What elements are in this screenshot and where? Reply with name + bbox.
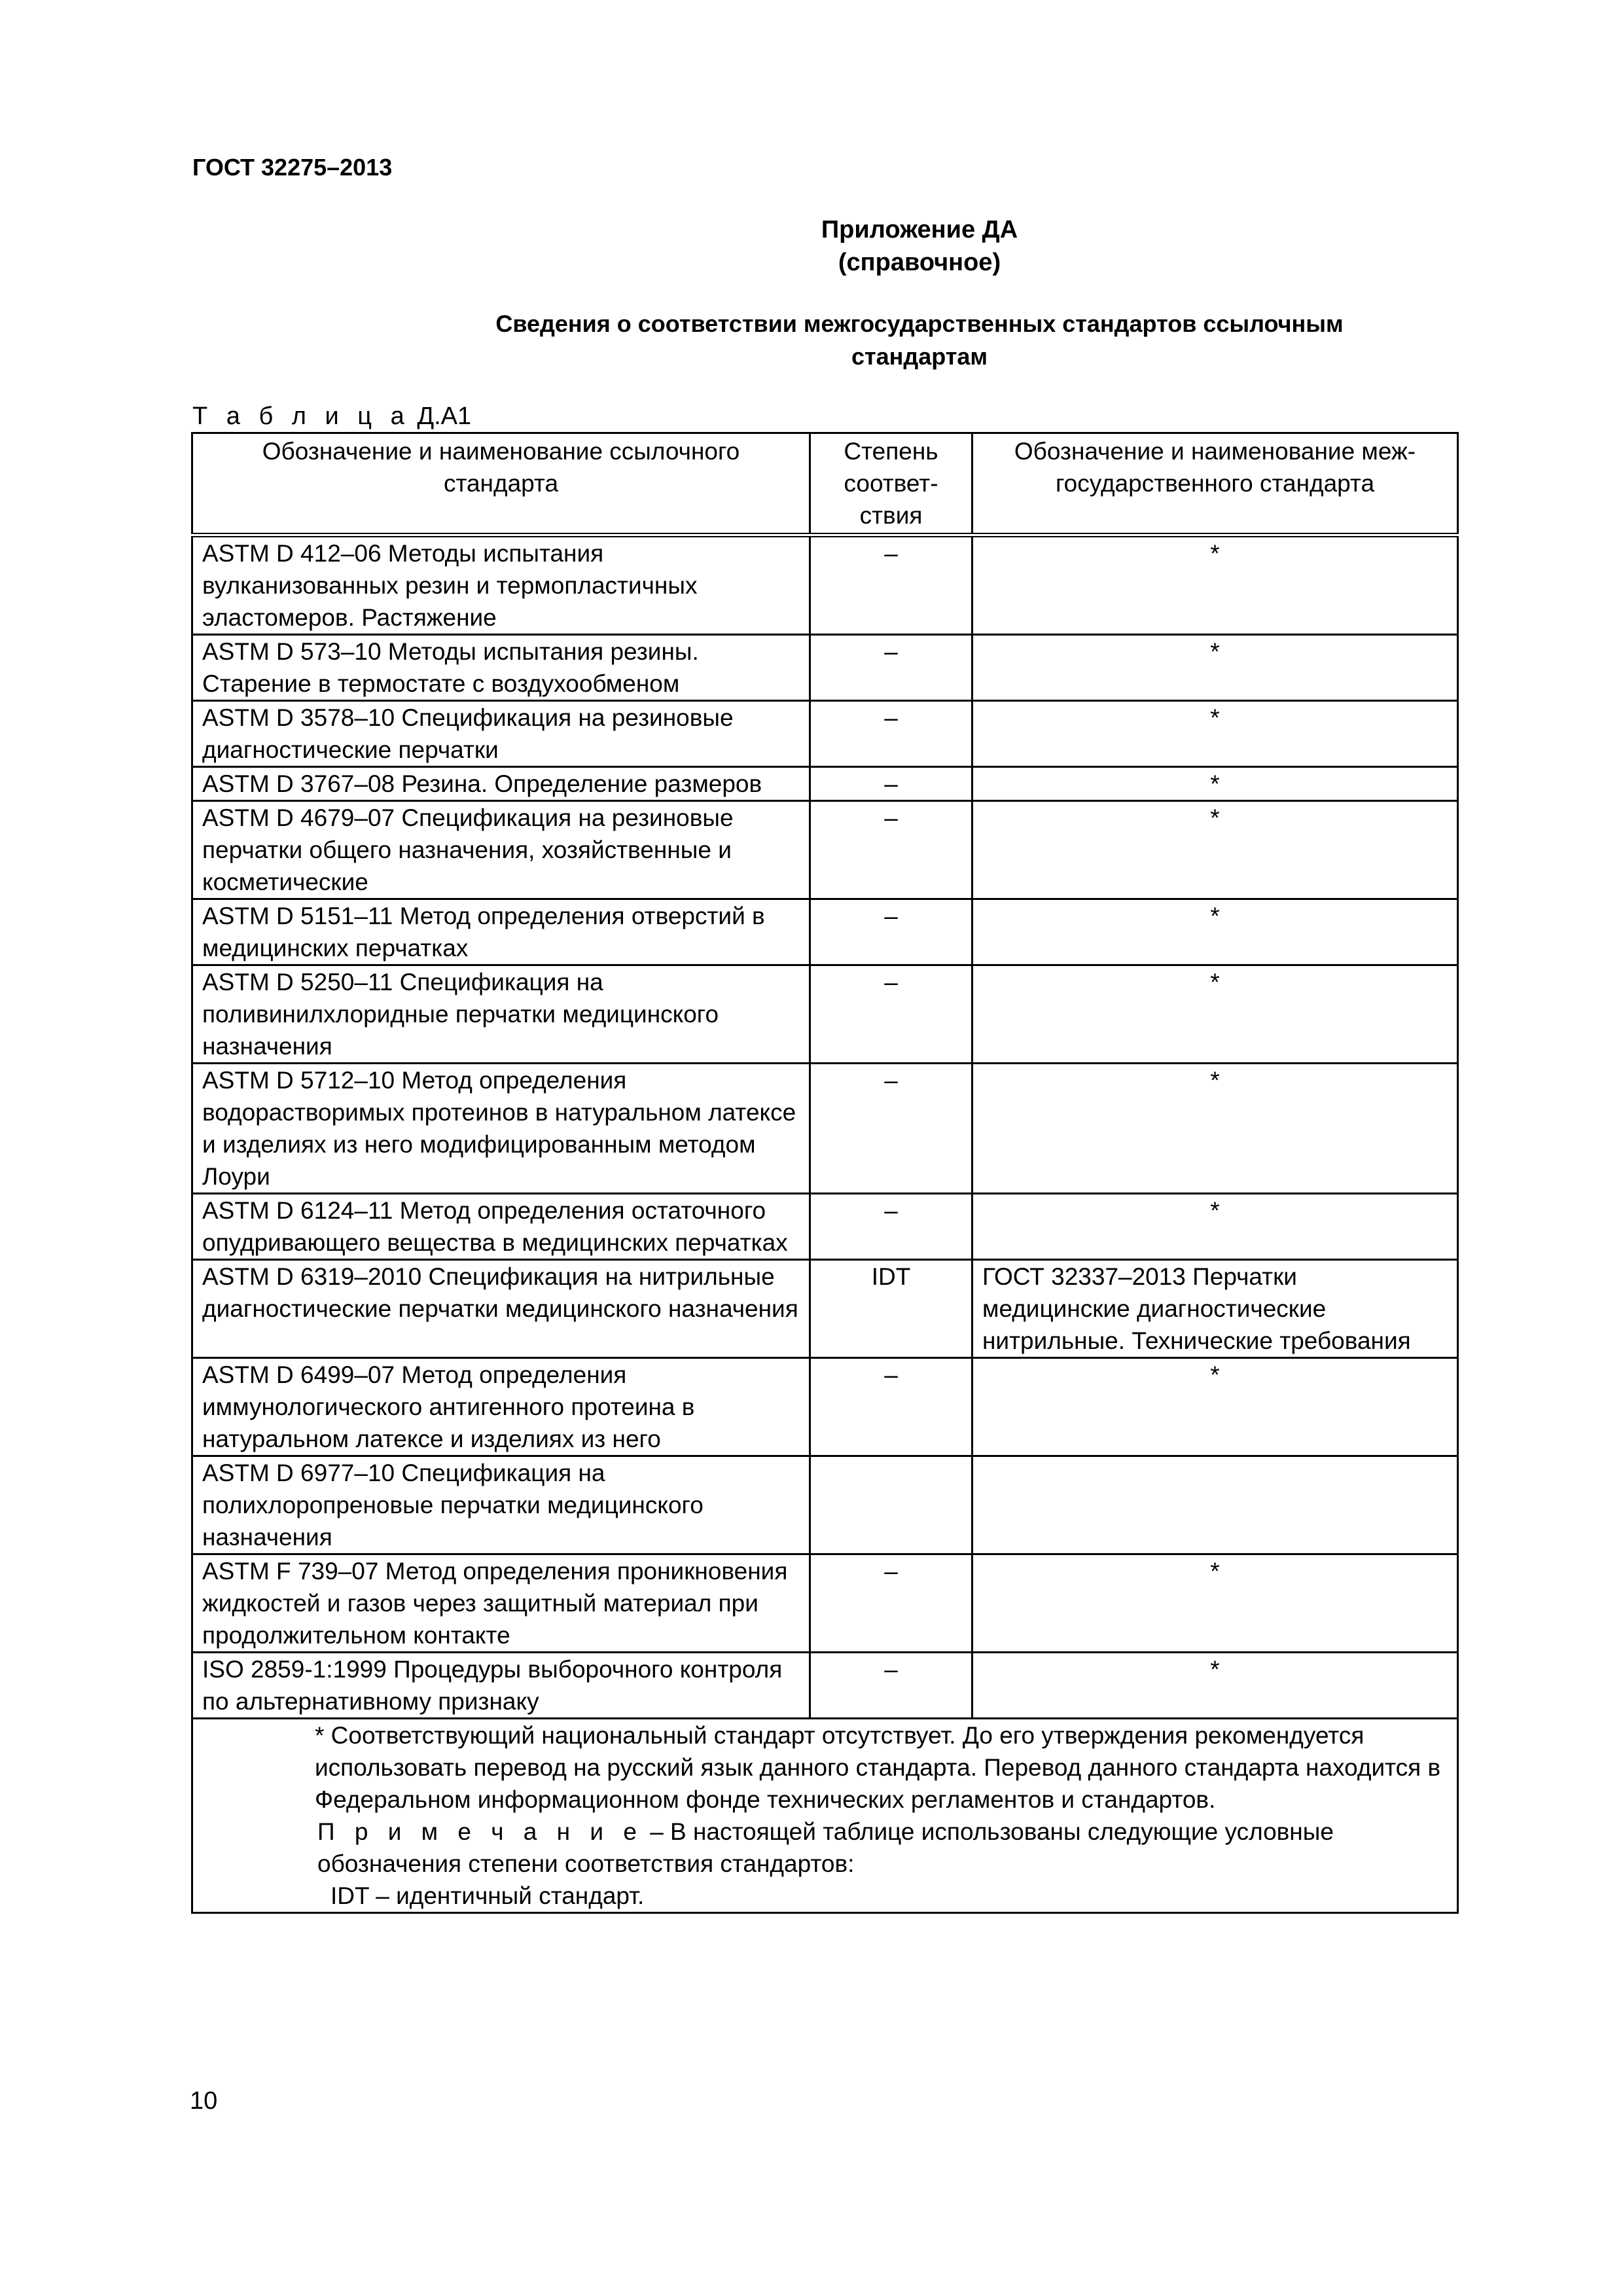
column-header-interstate: Обозначение и наименование меж-государственного стандарта [972, 433, 1458, 535]
table-row [192, 1653, 1458, 1719]
appendix-kind: (справочное) [838, 249, 1001, 276]
reference-standard-cell: ASTM D 5151–11 Метод определения отверстий в медицинских перчатках [192, 899, 810, 965]
reference-standard-cell: ASTM D 573–10 Методы испытания резины. Старение в термостате с воздухообменом [192, 635, 810, 701]
degree-cell: – [810, 701, 972, 767]
interstate-standard-cell: * [972, 535, 1458, 635]
table-footer-notes [192, 1719, 1458, 1913]
section-title [191, 308, 1623, 373]
appendix-title: Приложение ДА [821, 216, 1018, 243]
reference-standard-cell: ASTM D 6124–11 Метод определения остаточного опудривающего вещества в медицинских перчатках [192, 1194, 810, 1260]
table-row [192, 801, 1458, 899]
note-paragraph [202, 1816, 1448, 1880]
reference-standard-cell: ASTM D 3578–10 Спецификация на резиновые диагностические перчатки [192, 701, 810, 767]
reference-standard-cell: ASTM D 6319–2010 Спецификация на нитрильные диагностические перчатки медицинского назначения [192, 1260, 810, 1358]
table-row [192, 701, 1458, 767]
reference-standard-cell: ASTM D 6499–07 Метод определения иммунологического антигенного протеина в натуральном латексе и изделиях из него [192, 1358, 810, 1456]
table-header-row [192, 433, 1458, 535]
reference-standard-cell: ASTM D 4679–07 Спецификация на резиновые перчатки общего назначения, хозяйственные и косметические [192, 801, 810, 899]
standards-table [191, 432, 1459, 1914]
document-header: ГОСТ 32275–2013 [192, 154, 393, 181]
table-caption-prefix: Т а б л и ц а [192, 403, 410, 430]
reference-standard-cell: ISO 2859-1:1999 Процедуры выборочного контроля по альтернативному признаку [192, 1653, 810, 1719]
interstate-standard-cell: * [972, 701, 1458, 767]
section-title-line-1: Сведения о соответствии межгосударственных стандартов ссылочным [495, 310, 1344, 337]
degree-cell: – [810, 1064, 972, 1194]
degree-cell: – [810, 535, 972, 635]
table-row [192, 1554, 1458, 1653]
column-header-degree: Степень соответ-ствия [810, 433, 972, 535]
degree-cell: – [810, 635, 972, 701]
table-row [192, 635, 1458, 701]
reference-standard-cell: ASTM D 5250–11 Спецификация на поливинилхлоридные перчатки медицинского назначения [192, 965, 810, 1064]
section-title-line-2: стандартам [851, 343, 988, 370]
table-row [192, 535, 1458, 635]
reference-standard-cell: ASTM D 412–06 Методы испытания вулканизованных резин и термопластичных эластомеров. Растяжение [192, 535, 810, 635]
degree-cell: – [810, 965, 972, 1064]
interstate-standard-cell: * [972, 965, 1458, 1064]
reference-standard-cell: ASTM D 6977–10 Спецификация на полихлоропреновые перчатки медицинского назначения [192, 1456, 810, 1554]
footnote-text: * Соответствующий национальный стандарт отсутствует. До его утверждения рекомендуется использовать перевод на русский язык данного стандарта. Перевод данного стандарта находится в Федеральном информационном фонде технических регламентов и стандартов. [315, 1722, 1441, 1813]
interstate-standard-cell: * [972, 1194, 1458, 1260]
degree-cell: IDT [810, 1260, 972, 1358]
degree-cell: – [810, 1194, 972, 1260]
interstate-standard-cell: * [972, 899, 1458, 965]
table-row [192, 1064, 1458, 1194]
note-label: П р и м е ч а н и е [317, 1818, 643, 1845]
interstate-standard-cell: ГОСТ 32337–2013 Перчатки медицинские диагностические нитрильные. Технические требования [972, 1260, 1458, 1358]
table-row [192, 1194, 1458, 1260]
table-footer-row [192, 1719, 1458, 1913]
interstate-standard-cell: * [972, 1554, 1458, 1653]
table-row [192, 965, 1458, 1064]
table-row [192, 1358, 1458, 1456]
interstate-standard-cell: * [972, 1653, 1458, 1719]
table-row [192, 1456, 1458, 1554]
note-text: – В настоящей таблице использованы следующие условные обозначения степени соответствия стандартов: [317, 1818, 1334, 1877]
interstate-standard-cell: * [972, 635, 1458, 701]
table-caption [192, 402, 471, 431]
page-number: 10 [190, 2087, 218, 2115]
reference-standard-cell: ASTM F 739–07 Метод определения проникновения жидкостей и газов через защитный материал при продолжительном контакте [192, 1554, 810, 1653]
reference-standard-cell: ASTM D 5712–10 Метод определения водорастворимых протеинов в натуральном латексе и изделиях из него модифицированным методом Лоури [192, 1064, 810, 1194]
degree-cell: – [810, 899, 972, 965]
interstate-standard-cell: * [972, 1358, 1458, 1456]
degree-cell [810, 1456, 972, 1554]
degree-cell: – [810, 1653, 972, 1719]
degree-cell: – [810, 767, 972, 801]
interstate-standard-cell: * [972, 801, 1458, 899]
interstate-standard-cell: * [972, 1064, 1458, 1194]
table-row [192, 767, 1458, 801]
reference-standard-cell: ASTM D 3767–08 Резина. Определение размеров [192, 767, 810, 801]
interstate-standard-cell: * [972, 767, 1458, 801]
table-row [192, 1260, 1458, 1358]
degree-cell: – [810, 1358, 972, 1456]
idt-legend: IDT – идентичный стандарт. [330, 1882, 645, 1909]
interstate-standard-cell [972, 1456, 1458, 1554]
table-row [192, 899, 1458, 965]
column-header-reference: Обозначение и наименование ссылочного стандарта [192, 433, 810, 535]
table-body [192, 535, 1458, 1913]
degree-cell: – [810, 1554, 972, 1653]
degree-cell: – [810, 801, 972, 899]
table-caption-id: Д.А1 [417, 403, 472, 430]
